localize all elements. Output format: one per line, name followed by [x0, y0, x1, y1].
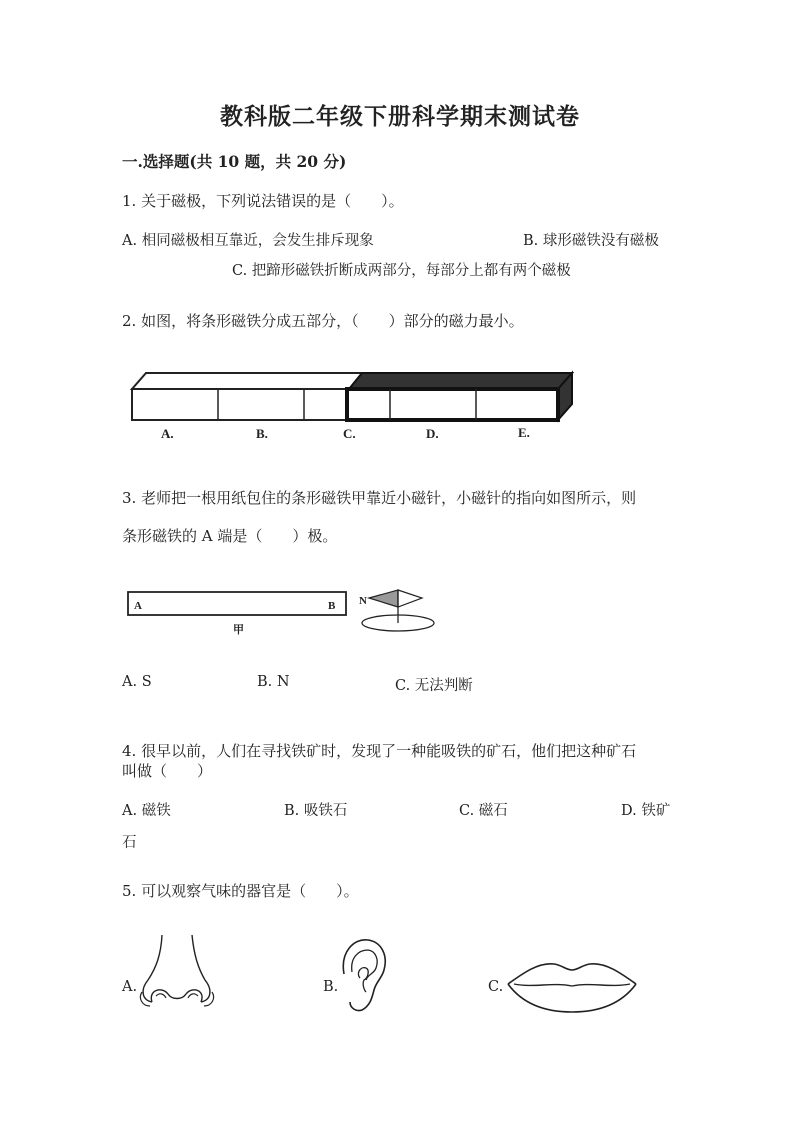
question-2-stem: 2. 如图，将条形磁铁分成五部分，（ ）部分的磁力最小。 [122, 312, 524, 330]
figure-label-b: B. [256, 426, 268, 441]
nose-icon [134, 930, 224, 1020]
section-heading: 一.选择题(共 10 题，共 20 分) [122, 152, 347, 171]
question-3-option-c[interactable]: C. 无法判断 [395, 678, 473, 694]
question-5-stem: 5. 可以观察气味的器官是（ ）。 [122, 882, 359, 900]
question-4-option-a[interactable]: A. 磁铁 [122, 803, 171, 819]
magnet-end-b-label: B [328, 600, 336, 612]
question-4-stem-line2: 叫做（ ） [122, 762, 213, 780]
question-5-option-c[interactable]: C. [488, 979, 504, 995]
question-5-option-a[interactable]: A. [122, 979, 138, 995]
question-1-option-c[interactable]: C. 把蹄形磁铁折断成两部分，每部分上都有两个磁极 [232, 263, 571, 279]
ear-icon [336, 934, 396, 1024]
magnet-and-compass-figure [0, 585, 800, 645]
magnet-name-label: 甲 [233, 624, 244, 636]
bar-magnet-five-parts-figure [0, 358, 800, 448]
question-4-option-d-wrap: 石 [122, 835, 137, 851]
page-title: 教科版二年级下册科学期末测试卷 [220, 103, 580, 130]
magnet-end-a-label: A [134, 600, 142, 612]
question-4-option-b[interactable]: B. 吸铁石 [284, 803, 348, 819]
lips-icon [504, 956, 644, 1016]
figure-label-a: A. [161, 426, 174, 441]
question-4-option-d[interactable]: D. 铁矿 [621, 803, 671, 819]
question-3-option-a[interactable]: A. S [122, 674, 152, 690]
question-3-stem-line2: 条形磁铁的 A 端是（ ）极。 [122, 527, 338, 545]
question-3-option-b[interactable]: B. N [257, 674, 290, 690]
question-4-option-c[interactable]: C. 磁石 [459, 803, 508, 819]
question-1-option-a[interactable]: A. 相同磁极相互靠近，会发生排斥现象 [122, 233, 374, 249]
question-3-stem-line1: 3. 老师把一根用纸包住的条形磁铁甲靠近小磁针，小磁针的指向如图所示，则 [122, 489, 637, 507]
needle-pole-label: N [359, 595, 367, 607]
figure-label-c: C. [343, 426, 356, 441]
question-5-option-b[interactable]: B. [323, 979, 339, 995]
question-1-option-b[interactable]: B. 球形磁铁没有磁极 [523, 233, 659, 249]
question-4-stem-line1: 4. 很早以前，人们在寻找铁矿时，发现了一种能吸铁的矿石，他们把这种矿石 [122, 742, 637, 760]
question-1-stem: 1. 关于磁极，下列说法错误的是（ ）。 [122, 192, 404, 210]
figure-label-e: E. [518, 425, 530, 440]
figure-label-d: D. [426, 426, 439, 441]
